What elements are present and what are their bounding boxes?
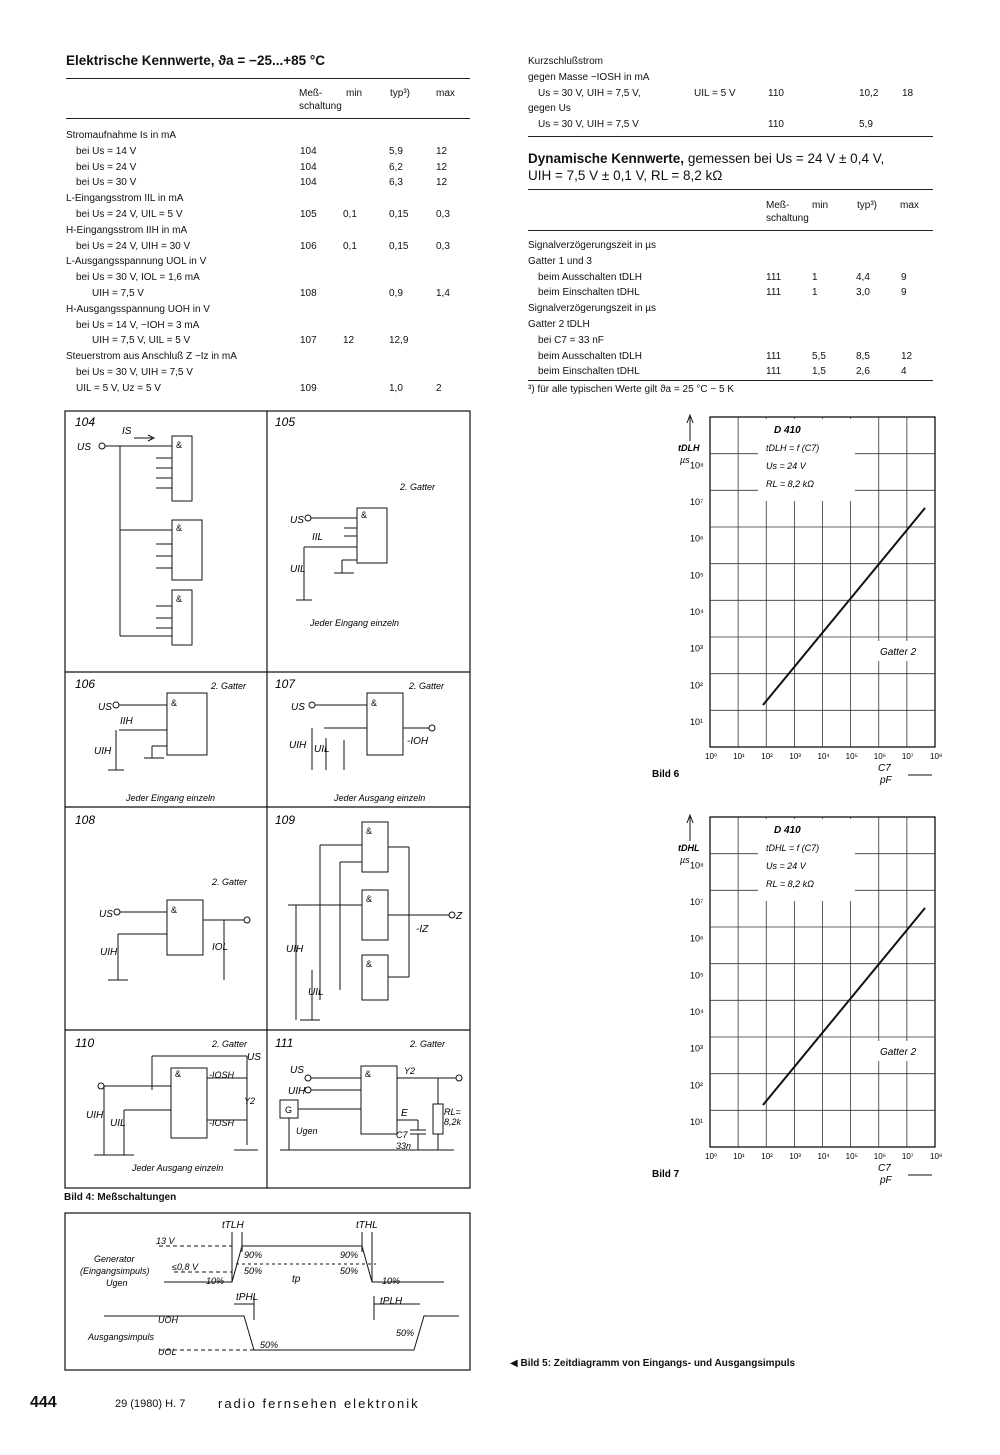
svg-text:UIH: UIH xyxy=(286,944,304,955)
table-row xyxy=(66,207,470,223)
svg-text:&: & xyxy=(366,826,373,836)
short-circuit-table xyxy=(528,54,933,133)
header-max: max xyxy=(436,88,455,99)
page-number: 444 xyxy=(30,1394,57,1411)
cell-min: 1 xyxy=(812,271,818,283)
graph-caption: Bild 7 xyxy=(652,1169,680,1180)
issue: 29 (1980) H. 7 xyxy=(115,1398,186,1410)
header-typ: typ³) xyxy=(390,88,410,99)
circuit-108 xyxy=(108,900,250,980)
row-label: bei Us = 30 V xyxy=(76,177,137,189)
x-tick-label: 10¹ xyxy=(733,1152,745,1161)
table-row xyxy=(66,302,470,318)
svg-text:UIH: UIH xyxy=(100,947,118,958)
cell-typ: 5,9 xyxy=(389,145,403,157)
table-row xyxy=(66,270,470,286)
table-row xyxy=(66,254,470,270)
svg-text:90%: 90% xyxy=(340,1250,359,1260)
header-min: min xyxy=(346,88,363,99)
table-row xyxy=(528,270,933,286)
row-label: Gatter 2 tDLH xyxy=(528,318,590,330)
graph-function: tDLH = f (C7) xyxy=(766,443,820,453)
table-row xyxy=(66,175,470,191)
cell-mess: 111 xyxy=(766,271,782,283)
cell-typ: 0,15 xyxy=(389,208,409,220)
svg-text:UIL: UIL xyxy=(308,987,324,998)
graph-us: Us = 24 V xyxy=(766,461,806,471)
cell-max: 18 xyxy=(902,87,914,99)
graph-title: D 410 xyxy=(774,425,801,436)
table-row xyxy=(66,365,470,381)
x-axis-unit: pF xyxy=(880,1175,892,1186)
svg-text:UOL: UOL xyxy=(158,1347,177,1357)
svg-text:2. Gatter: 2. Gatter xyxy=(212,1039,248,1049)
cell-mess: 110 xyxy=(768,119,784,131)
svg-text:IOL: IOL xyxy=(212,942,229,953)
cell-min: 5,5 xyxy=(812,350,826,362)
y-axis-label: tDHL xyxy=(678,843,700,853)
svg-text:&: & xyxy=(366,894,373,904)
row-label: bei Us = 24 V xyxy=(76,161,137,173)
y-tick-label: 10⁸ xyxy=(690,460,704,471)
row-label: Signalverzögerungszeit in µs xyxy=(528,303,657,315)
svg-text:UIL: UIL xyxy=(110,1118,126,1129)
row-label: gegen Masse −IOSH in mA xyxy=(528,71,650,83)
series-line xyxy=(763,908,925,1105)
x-tick-label: 10⁶ xyxy=(873,1152,886,1161)
row-label: Signalverzögerungszeit in µs xyxy=(528,240,657,251)
y-axis-label: tDLH xyxy=(678,443,700,453)
graph-us: Us = 24 V xyxy=(766,861,806,871)
row-label: gegen Us xyxy=(528,103,571,115)
row-label: UIH = 7,5 V, UIL = 5 V xyxy=(92,335,191,347)
svg-text:-IOSH: -IOSH xyxy=(209,1070,235,1080)
cell-typ: 1,0 xyxy=(389,382,403,394)
svg-text:Ugen: Ugen xyxy=(106,1278,128,1288)
svg-text:Jeder Eingang einzeln: Jeder Eingang einzeln xyxy=(126,793,216,803)
graph-rl: RL = 8,2 kΩ xyxy=(766,479,814,489)
table-row xyxy=(528,349,933,365)
left-table-body xyxy=(66,128,470,397)
row-label: UIH = 7,5 V xyxy=(92,287,144,299)
svg-text:-IOSH: -IOSH xyxy=(209,1118,235,1128)
y-tick-label: 10⁷ xyxy=(690,497,704,507)
x-tick-label: 10⁵ xyxy=(845,752,858,761)
x-tick-label: 10⁵ xyxy=(845,1152,858,1161)
graph-caption: Bild 6 xyxy=(652,769,680,780)
table-row xyxy=(528,285,933,301)
svg-text:108: 108 xyxy=(75,813,96,827)
table-row xyxy=(528,117,933,133)
header-mess: Meß- xyxy=(299,88,323,99)
cell-typ: 5,9 xyxy=(859,119,873,131)
row-label: Gatter 1 und 3 xyxy=(528,255,592,267)
table-row xyxy=(528,86,933,102)
panel-105-num: 105 xyxy=(275,415,296,429)
row-label: bei Us = 30 V, IOL = 1,6 mA xyxy=(76,272,200,284)
y-tick-label: 10² xyxy=(690,680,704,691)
row-label: bei Us = 24 V, UIL = 5 V xyxy=(76,208,183,220)
dynamic-table-body xyxy=(528,238,933,380)
cell-extra: UIL = 5 V xyxy=(694,87,736,99)
table-row xyxy=(66,128,470,144)
cell-mess: 104 xyxy=(300,145,317,157)
panel-105-gatter: 2. Gatter xyxy=(400,482,436,492)
circuit-106 xyxy=(108,693,207,770)
cell-typ: 6,2 xyxy=(389,161,403,173)
cell-min: 1,5 xyxy=(812,366,826,378)
cell-max: 12 xyxy=(436,177,448,189)
dyn-header-mess: Meß- xyxy=(766,200,790,211)
svg-text:US: US xyxy=(247,1052,261,1063)
circuit-grid xyxy=(64,410,472,1190)
table-row xyxy=(66,349,470,365)
row-label: H-Ausgangsspannung UOH in V xyxy=(66,303,210,315)
row-label: UIL = 5 V, Uz = 5 V xyxy=(76,382,161,394)
svg-text:-IOH: -IOH xyxy=(407,736,429,747)
y-tick-label: 10⁴ xyxy=(690,1007,704,1017)
row-label: beim Einschalten tDHL xyxy=(538,366,640,378)
row-label: bei Us = 14 V, −IOH = 3 mA xyxy=(76,319,200,331)
cell-typ: 0,9 xyxy=(389,287,403,299)
cell-mess: 108 xyxy=(300,287,317,299)
x-axis-label: C7 xyxy=(878,1163,891,1174)
svg-text:RL=: RL= xyxy=(444,1107,461,1117)
cell-typ: 4,4 xyxy=(856,271,870,283)
svg-text:&: & xyxy=(365,1069,372,1079)
y-tick-label: 10³ xyxy=(690,643,704,654)
svg-text:tTHL: tTHL xyxy=(356,1220,378,1231)
footnote: ³) für alle typischen Werte gilt ϑa = 25 °C − 5 K xyxy=(528,384,735,395)
cell-mess: 111 xyxy=(766,366,782,378)
x-tick-label: 10⁶ xyxy=(873,752,886,761)
svg-text:UIH: UIH xyxy=(289,740,307,751)
table-row xyxy=(66,144,470,160)
svg-text:&: & xyxy=(176,523,183,533)
cell-mess: 104 xyxy=(300,161,317,173)
x-tick-label: 10⁸ xyxy=(930,752,943,761)
svg-text:US: US xyxy=(98,702,112,713)
svg-text:2. Gatter: 2. Gatter xyxy=(212,877,248,887)
svg-text:&: & xyxy=(171,698,178,708)
svg-text:G: G xyxy=(285,1105,293,1115)
row-label: bei Us = 14 V xyxy=(76,145,137,157)
svg-text:US: US xyxy=(99,909,113,920)
cell-typ: 3,0 xyxy=(856,287,870,299)
x-tick-label: 10⁰ xyxy=(705,752,718,761)
svg-text:2. Gatter: 2. Gatter xyxy=(211,681,247,691)
dyn-header-schaltung: schaltung xyxy=(766,213,809,224)
cell-max: 12 xyxy=(436,161,448,173)
svg-text:&: & xyxy=(176,594,183,604)
x-tick-label: 10⁰ xyxy=(705,1152,718,1161)
svg-text:tPLH: tPLH xyxy=(380,1296,403,1307)
x-tick-label: 10⁷ xyxy=(901,752,914,761)
x-tick-label: 10⁸ xyxy=(930,1152,943,1161)
row-label: Steuerstrom aus Anschluß Z −Iz in mA xyxy=(66,351,237,363)
svg-text:Y2: Y2 xyxy=(244,1096,256,1106)
dynamic-title: Dynamische Kennwerte, gemessen bei Us = 24 V ± 0,4 V, UIH = 7,5 V ± 0,1 V, RL = 8,2 kΩ xyxy=(528,151,885,183)
svg-text:50%: 50% xyxy=(396,1328,415,1338)
svg-text:10%: 10% xyxy=(206,1276,225,1286)
y-tick-label: 10⁶ xyxy=(690,933,704,944)
svg-text:UIH: UIH xyxy=(94,746,112,757)
x-tick-label: 10² xyxy=(761,752,773,761)
svg-text:50%: 50% xyxy=(260,1340,279,1350)
cell-mess: 106 xyxy=(300,240,317,252)
row-label: Stromaufnahme Is in mA xyxy=(66,130,177,141)
table-row xyxy=(528,101,933,117)
svg-text:8,2k: 8,2k xyxy=(444,1117,462,1127)
row-label: Us = 30 V, UIH = 7,5 V xyxy=(538,119,639,131)
svg-text:33n: 33n xyxy=(396,1141,412,1151)
svg-text:109: 109 xyxy=(275,813,296,827)
row-label: Us = 30 V, UIH = 7,5 V, xyxy=(538,87,641,99)
timing-diagram xyxy=(64,1212,472,1372)
graph-bild6 xyxy=(640,405,950,790)
y-tick-label: 10¹ xyxy=(690,1117,704,1127)
svg-text:110: 110 xyxy=(75,1036,95,1050)
y-tick-label: 10² xyxy=(690,1080,704,1091)
x-tick-label: 10³ xyxy=(789,752,801,761)
svg-text:US: US xyxy=(290,515,304,526)
svg-text:Ugen: Ugen xyxy=(296,1126,318,1136)
cell-mess: 111 xyxy=(766,350,782,362)
cell-mess: 107 xyxy=(300,335,317,347)
x-tick-label: 10¹ xyxy=(733,752,745,761)
series-label: Gatter 2 xyxy=(880,647,917,658)
table-row xyxy=(528,254,933,270)
svg-text:&: & xyxy=(176,440,183,450)
svg-text:2. Gatter: 2. Gatter xyxy=(409,681,445,691)
svg-text:tp: tp xyxy=(292,1274,301,1285)
y-axis-unit: µs xyxy=(680,455,690,465)
svg-text:UIH: UIH xyxy=(86,1110,104,1121)
svg-text:13 V: 13 V xyxy=(156,1236,175,1246)
cell-typ: 10,2 xyxy=(859,87,879,99)
table-row xyxy=(66,286,470,302)
graph-bild7 xyxy=(640,805,950,1190)
x-axis-label: C7 xyxy=(878,763,891,774)
table-row xyxy=(66,191,470,207)
graph-function: tDHL = f (C7) xyxy=(766,843,820,853)
cell-typ: 2,6 xyxy=(856,366,870,378)
table-row xyxy=(66,160,470,176)
table-row xyxy=(528,70,933,86)
panel-105-note: Jeder Eingang einzeln xyxy=(310,618,400,628)
svg-text:&: & xyxy=(171,905,178,915)
svg-text:UOH: UOH xyxy=(158,1315,178,1325)
cell-max: 9 xyxy=(901,271,907,283)
svg-text:UIL: UIL xyxy=(290,564,306,575)
bild5-caption: ◀ Bild 5: Zeitdiagramm von Eingangs- und Ausgangsimpuls xyxy=(510,1358,796,1369)
cell-mess: 110 xyxy=(768,87,784,99)
journal: radio fernsehen elektronik xyxy=(218,1396,420,1411)
row-label: beim Ausschalten tDLH xyxy=(538,271,642,283)
y-tick-label: 10⁶ xyxy=(690,533,704,544)
cell-typ: 12,9 xyxy=(389,335,409,347)
dyn-header-typ: typ³) xyxy=(857,200,877,211)
row-label: bei Us = 24 V, UIH = 30 V xyxy=(76,240,191,252)
cell-max: 0,3 xyxy=(436,240,450,252)
table-row xyxy=(528,238,933,254)
row-label: beim Einschalten tDHL xyxy=(538,287,640,299)
y-tick-label: 10⁵ xyxy=(690,970,704,981)
row-label: bei C7 = 33 nF xyxy=(538,334,604,346)
row-label: L-Eingangsstrom IIL in mA xyxy=(66,193,184,205)
cell-min: 1 xyxy=(812,287,818,299)
x-tick-label: 10² xyxy=(761,1152,773,1161)
cell-min: 0,1 xyxy=(343,240,357,252)
table-row xyxy=(528,301,933,317)
y-tick-label: 10¹ xyxy=(690,717,704,727)
svg-text:US: US xyxy=(290,1065,304,1076)
svg-text:50%: 50% xyxy=(340,1266,359,1276)
y-tick-label: 10³ xyxy=(690,1043,704,1054)
svg-text:Z: Z xyxy=(456,911,463,922)
svg-text:Jeder Ausgang einzeln: Jeder Ausgang einzeln xyxy=(334,793,426,803)
table-row xyxy=(66,223,470,239)
series-line xyxy=(763,508,925,705)
svg-text:E: E xyxy=(401,1108,408,1119)
cell-min: 12 xyxy=(343,335,355,347)
svg-text:&: & xyxy=(361,510,368,520)
circuit-105 xyxy=(296,508,387,600)
cell-max: 2 xyxy=(436,382,442,394)
panel-104-is: IS xyxy=(122,426,132,437)
cell-max: 12 xyxy=(901,350,913,362)
circuit-104 xyxy=(99,435,202,645)
svg-text:tPHL: tPHL xyxy=(236,1292,259,1303)
svg-text:&: & xyxy=(371,698,378,708)
svg-text:107: 107 xyxy=(275,677,296,691)
svg-text:Generator: Generator xyxy=(94,1254,135,1264)
svg-text:tTLH: tTLH xyxy=(222,1220,244,1231)
cell-mess: 105 xyxy=(300,208,317,220)
svg-text:UIL: UIL xyxy=(314,744,330,755)
header-schaltung: schaltung xyxy=(299,101,342,112)
table-row xyxy=(528,317,933,333)
svg-text:Jeder Ausgang einzeln: Jeder Ausgang einzeln xyxy=(132,1163,224,1173)
svg-text:US: US xyxy=(291,702,305,713)
cell-typ: 8,5 xyxy=(856,350,870,362)
table-row xyxy=(66,333,470,349)
svg-text:90%: 90% xyxy=(244,1250,263,1260)
cell-max: 1,4 xyxy=(436,287,450,299)
row-label: beim Ausschalten tDLH xyxy=(538,350,642,362)
x-axis-unit: pF xyxy=(880,775,892,786)
series-label: Gatter 2 xyxy=(880,1047,917,1058)
svg-text:2. Gatter: 2. Gatter xyxy=(410,1039,446,1049)
cell-max: 12 xyxy=(436,145,448,157)
svg-text:-IZ: -IZ xyxy=(416,924,429,935)
table-row xyxy=(66,381,470,397)
svg-text:&: & xyxy=(175,1069,182,1079)
cell-mess: 109 xyxy=(300,382,317,394)
svg-text:Y2: Y2 xyxy=(404,1066,416,1076)
table-row xyxy=(66,239,470,255)
y-tick-label: 10⁷ xyxy=(690,897,704,907)
cell-min: 0,1 xyxy=(343,208,357,220)
svg-text:UIH: UIH xyxy=(288,1086,306,1097)
cell-typ: 6,3 xyxy=(389,177,403,189)
table-row xyxy=(528,54,933,70)
svg-text:C7: C7 xyxy=(396,1130,408,1140)
y-tick-label: 10⁸ xyxy=(690,860,704,871)
svg-text:IIH: IIH xyxy=(120,716,133,727)
graph-title: D 410 xyxy=(774,825,801,836)
panel-104-us: US xyxy=(77,442,91,453)
y-axis-unit: µs xyxy=(680,855,690,865)
row-label: bei Us = 30 V, UIH = 7,5 V xyxy=(76,366,193,378)
dyn-header-max: max xyxy=(900,200,919,211)
row-label: Kurzschlußstrom xyxy=(528,56,604,67)
svg-text:(Eingangsimpuls): (Eingangsimpuls) xyxy=(80,1266,150,1276)
cell-typ: 0,15 xyxy=(389,240,409,252)
left-table-title: Elektrische Kennwerte, ϑa = −25...+85 °C xyxy=(66,53,326,68)
cell-max: 9 xyxy=(901,287,907,299)
svg-text:&: & xyxy=(366,959,373,969)
cell-mess: 111 xyxy=(766,287,782,299)
row-label: L-Ausgangsspannung UOL in V xyxy=(66,256,207,268)
svg-text:Ausgangsimpuls: Ausgangsimpuls xyxy=(88,1332,155,1342)
svg-text:10%: 10% xyxy=(382,1276,401,1286)
dyn-header-min: min xyxy=(812,200,829,211)
cell-max: 4 xyxy=(901,366,907,378)
y-tick-label: 10⁵ xyxy=(690,570,704,581)
bild4-caption: Bild 4: Meßschaltungen xyxy=(64,1192,177,1203)
svg-text:111: 111 xyxy=(275,1036,294,1050)
cell-max: 0,3 xyxy=(436,208,450,220)
table-row xyxy=(528,364,933,380)
svg-text:≤0,8 V: ≤0,8 V xyxy=(172,1262,198,1272)
table-row xyxy=(66,318,470,334)
x-tick-label: 10⁷ xyxy=(901,1152,914,1161)
x-tick-label: 10⁴ xyxy=(817,1152,830,1161)
panel-104-num: 104 xyxy=(75,415,96,429)
y-tick-label: 10⁴ xyxy=(690,607,704,617)
x-tick-label: 10⁴ xyxy=(817,752,830,761)
row-label: H-Eingangsstrom IIH in mA xyxy=(66,224,188,236)
cell-mess: 104 xyxy=(300,177,317,189)
svg-text:106: 106 xyxy=(75,677,96,691)
graph-rl: RL = 8,2 kΩ xyxy=(766,879,814,889)
svg-text:IIL: IIL xyxy=(312,532,324,543)
x-tick-label: 10³ xyxy=(789,1152,801,1161)
table-row xyxy=(528,333,933,349)
svg-text:50%: 50% xyxy=(244,1266,263,1276)
